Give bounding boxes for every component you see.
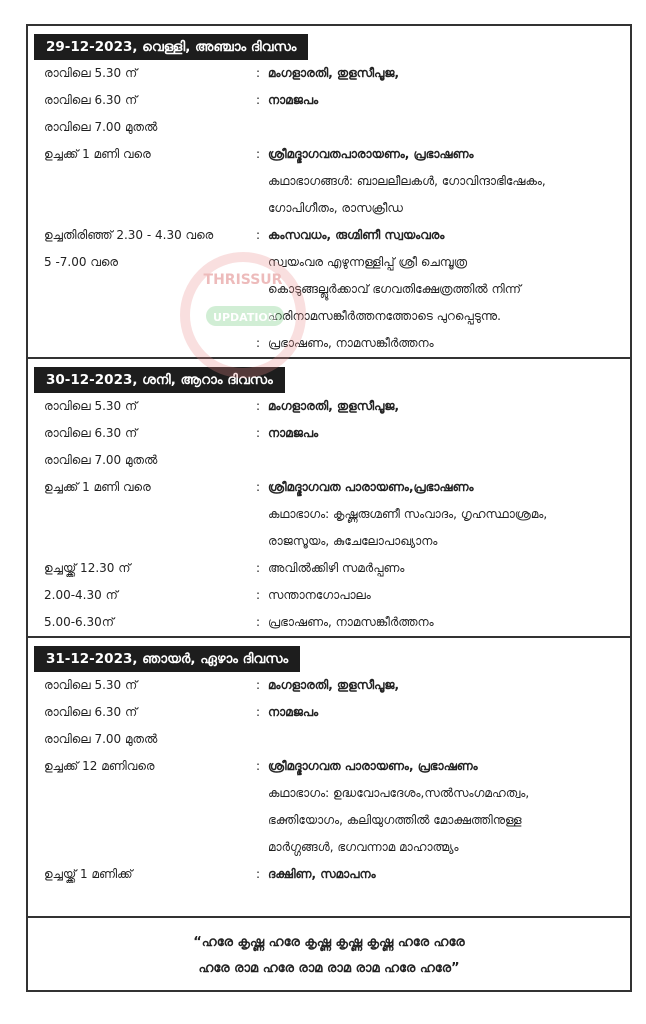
- schedule-row: [28, 447, 630, 474]
- watermark-badge-text: UPDATION: [213, 311, 277, 324]
- schedule-row: [28, 726, 630, 753]
- schedule-time: ഉച്ചയ്ക്ക് 1 മണിക്ക്: [44, 867, 133, 881]
- chant-line-2: ഹരേ രാമ ഹരേ രാമ രാമ രാമ ഹരേ ഹരേ”: [198, 961, 460, 976]
- schedule-activity: അവിൽക്കിഴി സമർപ്പണം: [268, 561, 405, 575]
- schedule-separator: :: [256, 228, 261, 242]
- schedule-time: രാവിലെ 5.30 ന്: [44, 66, 138, 80]
- schedule-time: രാവിലെ 6.30 ന്: [44, 426, 138, 440]
- day-header: 30-12-2023, ശനി, ആറാം ദിവസം: [34, 367, 285, 393]
- schedule-activity: രാജസൂയം, കുചേലോപാഖ്യാനം: [268, 534, 438, 548]
- chant-line-1: “ഹരേ കൃഷ്ണ ഹരേ കൃഷ്ണ കൃഷ്ണ കൃഷ്ണ ഹരേ ഹരേ: [193, 935, 465, 950]
- schedule-row: [28, 249, 630, 276]
- schedule-activity: ഗോപിഗീതം, രാസക്രീഡ: [268, 201, 403, 215]
- schedule-activity: കൊടുങ്ങല്ലൂർക്കാവ് ഭഗവതിക്ഷേത്രത്തിൽ നിന്ന്: [268, 282, 521, 296]
- schedule-separator: :: [256, 66, 261, 80]
- schedule-time: രാവിലെ 6.30 ന്: [44, 705, 138, 719]
- schedule-activity: നാമജപം: [268, 93, 319, 107]
- schedule-row: [28, 807, 630, 834]
- schedule-separator: :: [256, 867, 261, 881]
- schedule-row: [28, 114, 630, 141]
- schedule-separator: :: [256, 336, 261, 350]
- schedule-activity: ശ്രീമദ്ഭാഗവത പാരായണം, പ്രഭാഷണം: [268, 759, 478, 773]
- schedule-row: [28, 168, 630, 195]
- schedule-activity: സ്വയംവര എഴുന്നള്ളിപ്പ് ശ്രീ ചെമ്പൂത്ര: [268, 255, 468, 269]
- schedule-row: [28, 699, 630, 726]
- schedule-time: രാവിലെ 5.30 ന്: [44, 399, 138, 413]
- day-section: [28, 359, 630, 636]
- schedule-activity: ദക്ഷിണ, സമാപനം: [268, 867, 376, 881]
- schedule-row: [28, 582, 630, 609]
- schedule-row: [28, 609, 630, 636]
- schedule-row: [28, 555, 630, 582]
- watermark-top-text: THRISSUR: [203, 272, 283, 288]
- schedule-separator: :: [256, 588, 261, 602]
- schedule-separator: :: [256, 93, 261, 107]
- schedule-row: [28, 501, 630, 528]
- schedule-time: രാവിലെ 7.00 മുതൽ: [44, 120, 158, 134]
- schedule-activity: കഥാഭാഗം: ഉദ്ധവോപദേശം,സൽസംഗമഹത്വം,: [268, 786, 530, 800]
- day-header: 29-12-2023, വെള്ളി, അഞ്ചാം ദിവസം: [34, 34, 308, 60]
- schedule-frame: [26, 24, 632, 992]
- schedule-row: [28, 141, 630, 168]
- schedule-row: [28, 303, 630, 330]
- schedule-separator: :: [256, 399, 261, 413]
- schedule-time: രാവിലെ 7.00 മുതൽ: [44, 453, 158, 467]
- schedule-time: ഉച്ചയ്ക്ക് 12.30 ന്: [44, 561, 131, 575]
- schedule-separator: :: [256, 561, 261, 575]
- schedule-row: [28, 672, 630, 699]
- schedule-row: [28, 834, 630, 861]
- schedule-separator: :: [256, 705, 261, 719]
- chant-footer: [28, 916, 630, 992]
- schedule-row: [28, 780, 630, 807]
- schedule-separator: :: [256, 759, 261, 773]
- schedule-row: [28, 87, 630, 114]
- schedule-separator: :: [256, 678, 261, 692]
- schedule-activity: ശ്രീമദ്ഭാഗവതപാരായണം, പ്രഭാഷണം: [268, 147, 474, 161]
- schedule-activity: മാർഗ്ഗങ്ങൾ, ഭഗവന്നാമ മാഹാത്മ്യം: [268, 840, 459, 854]
- day-section: [28, 638, 630, 888]
- schedule-row: [28, 276, 630, 303]
- schedule-separator: :: [256, 147, 261, 161]
- schedule-time: ഉച്ചക്ക് 12 മണിവരെ: [44, 759, 155, 773]
- schedule-time: 5 -7.00 വരെ: [44, 255, 119, 269]
- schedule-row: [28, 60, 630, 87]
- schedule-separator: :: [256, 615, 261, 629]
- schedule-activity: ശ്രീമദ്ഭാഗവത പാരായണം,പ്രഭാഷണം: [268, 480, 474, 494]
- schedule-time: രാവിലെ 7.00 മുതൽ: [44, 732, 158, 746]
- schedule-activity: മംഗളാരതി, തുളസീപൂജ,: [268, 399, 400, 413]
- day-header: 31-12-2023, ഞായർ, ഏഴാം ദിവസം: [34, 646, 300, 672]
- schedule-row: [28, 393, 630, 420]
- schedule-activity: കംസവധം, രുഗ്മിണീ സ്വയംവരം: [268, 228, 445, 242]
- schedule-activity: പ്രഭാഷണം, നാമസങ്കീർത്തനം: [268, 336, 434, 350]
- schedule-row: [28, 474, 630, 501]
- schedule-activity: നാമജപം: [268, 705, 319, 719]
- schedule-time: 5.00-6.30ന്: [44, 615, 114, 629]
- schedule-activity: പ്രഭാഷണം, നാമസങ്കീർത്തനം: [268, 615, 434, 629]
- schedule-time: 2.00-4.30 ന്: [44, 588, 118, 602]
- day-section: [28, 26, 630, 357]
- schedule-activity: കഥാഭാഗങ്ങൾ: ബാലലീലകൾ, ഗോവിന്ദാഭിഷേകം,: [268, 174, 546, 188]
- schedule-activity: മംഗളാരതി, തുളസീപൂജ,: [268, 66, 400, 80]
- schedule-separator: :: [256, 426, 261, 440]
- schedule-row: [28, 861, 630, 888]
- schedule-list: [28, 26, 630, 888]
- schedule-row: [28, 420, 630, 447]
- schedule-row: [28, 195, 630, 222]
- schedule-row: [28, 753, 630, 780]
- schedule-time: ഉച്ചക്ക് 1 മണി വരെ: [44, 480, 151, 494]
- schedule-activity: ഹരിനാമസങ്കീർത്തനത്തോടെ പുറപ്പെടുന്നു.: [268, 309, 501, 323]
- schedule-time: ഉച്ചക്ക് 1 മണി വരെ: [44, 147, 151, 161]
- schedule-activity: സന്താനഗോപാലം: [268, 588, 371, 602]
- schedule-separator: :: [256, 480, 261, 494]
- schedule-row: [28, 330, 630, 357]
- schedule-time: രാവിലെ 6.30 ന്: [44, 93, 138, 107]
- schedule-time: ഉച്ചതിരിഞ്ഞ് 2.30 - 4.30 വരെ: [44, 228, 214, 242]
- schedule-activity: നാമജപം: [268, 426, 319, 440]
- schedule-row: [28, 528, 630, 555]
- schedule-activity: ഭക്തിയോഗം, കലിയുഗത്തിൽ മോക്ഷത്തിനുള്ള: [268, 813, 522, 827]
- schedule-activity: മംഗളാരതി, തുളസീപൂജ,: [268, 678, 400, 692]
- schedule-activity: കഥാഭാഗം: കൃഷ്ണരുഗ്മണീ സംവാദം, ഗൃഹസ്ഥാശ്രമം,: [268, 507, 548, 521]
- schedule-row: [28, 222, 630, 249]
- schedule-time: രാവിലെ 5.30 ന്: [44, 678, 138, 692]
